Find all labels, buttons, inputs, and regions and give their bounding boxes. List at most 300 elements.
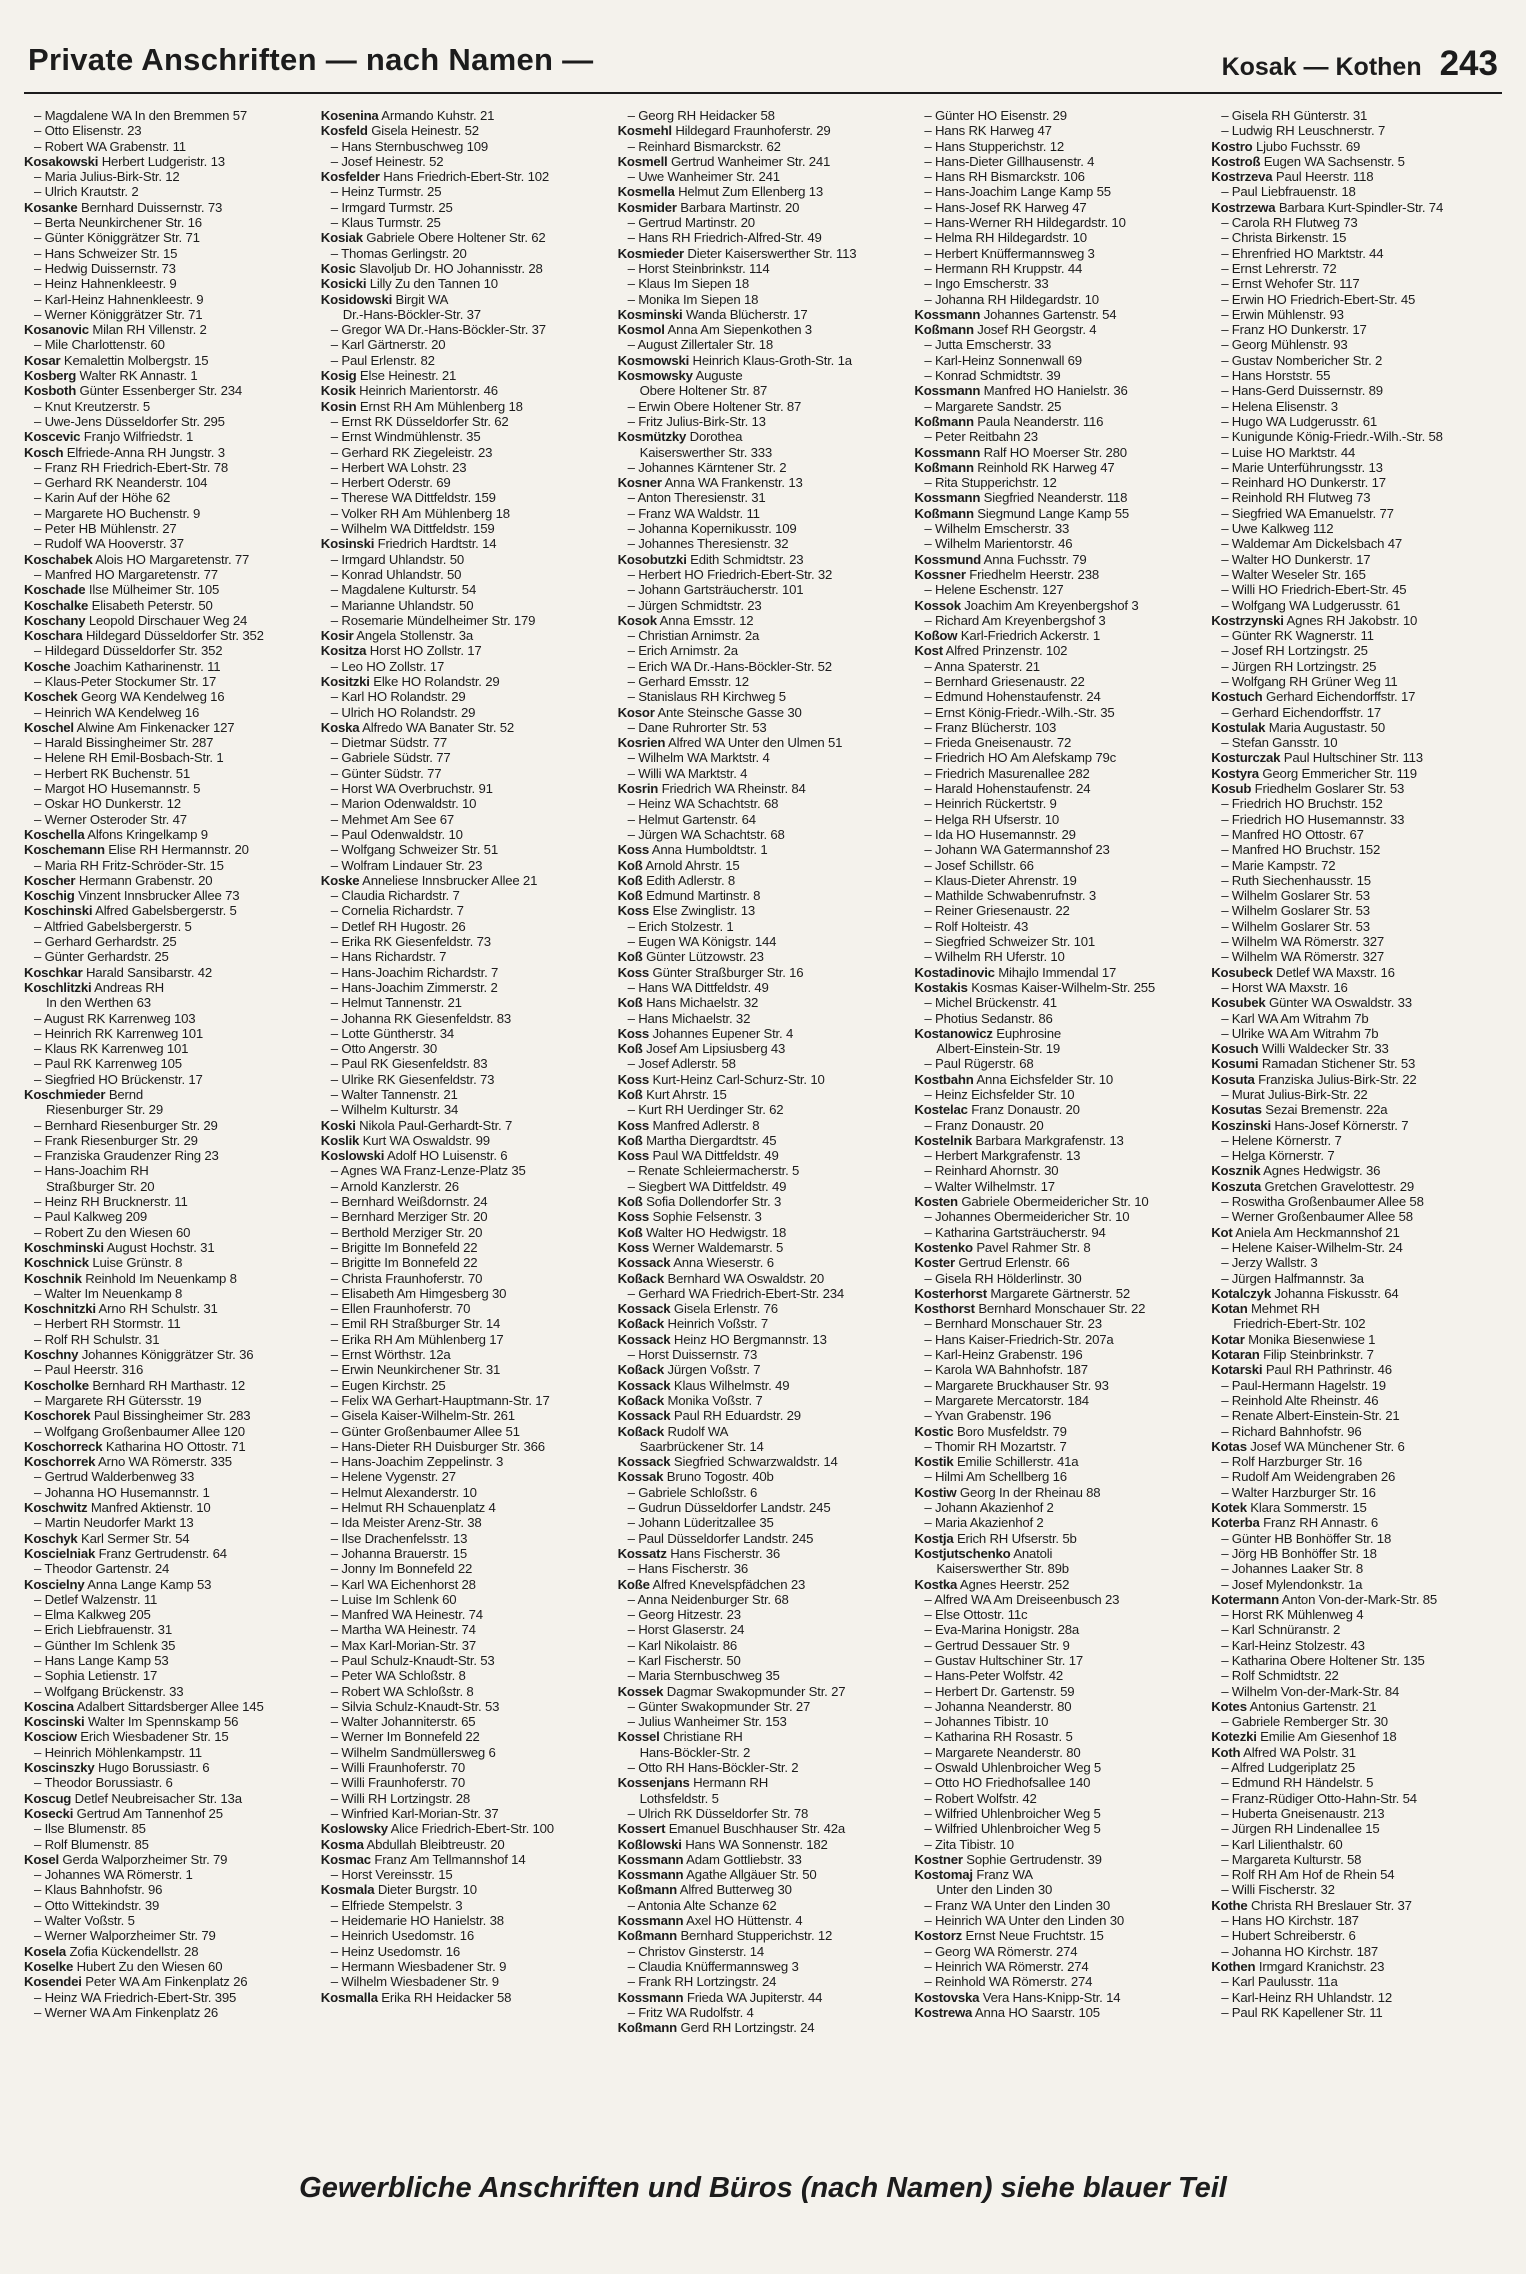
directory-entry: Kossmann Siegfried Neanderstr. 118 — [914, 490, 1128, 506]
directory-entry: – Margarete Neanderstr. 80 — [924, 1744, 1081, 1760]
directory-entry: Koscinski Walter Im Spennskamp 56 — [24, 1714, 239, 1730]
directory-entry: – Johannes Obermeidericher Str. 10 — [924, 1209, 1130, 1225]
directory-entry: – Wolfgang Großenbaumer Allee 120 — [34, 1423, 245, 1439]
directory-entry: Koschorreck Katharina HO Ottostr. 71 — [24, 1438, 246, 1454]
directory-entry: Kosterhorst Margarete Gärtnerstr. 52 — [914, 1285, 1130, 1301]
directory-entry: Kosub Friedhelm Goslarer Str. 53 — [1211, 781, 1405, 797]
directory-entry: – Volker RH Am Mühlenberg 18 — [330, 505, 510, 521]
directory-entry: Kossack Paul RH Eduardstr. 29 — [617, 1408, 801, 1424]
surname: Koschnitzki — [24, 1301, 96, 1317]
directory-entry: – Helmut Gartenstr. 64 — [627, 811, 756, 827]
directory-entry: – Manfred HO Ottostr. 67 — [1221, 826, 1364, 842]
directory-entry: Koschwitz Manfred Aktienstr. 10 — [24, 1500, 211, 1516]
directory-entry: – Klaus Bahnhofstr. 96 — [34, 1882, 163, 1898]
directory-entry: – Ida HO Husemannstr. 29 — [924, 826, 1076, 842]
directory-entry: Koske Anneliese Innsbrucker Allee 21 — [320, 872, 538, 888]
surname: Koß — [617, 857, 643, 873]
directory-entry: – Werner WA Am Finkenplatz 26 — [34, 2004, 219, 2020]
surname: Kosicki — [320, 276, 367, 292]
directory-entry: – Wolfgang Schweizer Str. 51 — [330, 842, 498, 858]
surname: Koterba — [1211, 1515, 1260, 1531]
directory-entry: Kostorz Ernst Neue Fruchtstr. 15 — [914, 1928, 1104, 1944]
directory-entry: – Magdalene Kulturstr. 54 — [330, 582, 477, 598]
directory-entry: – Elisabeth Am Himgesberg 30 — [330, 1285, 507, 1301]
directory-entry: – Gustav Hultschiner Str. 17 — [924, 1652, 1083, 1668]
directory-columns — [24, 108, 1502, 2148]
directory-entry: Kostadinovic Mihajlo Immendal 17 — [914, 964, 1117, 980]
directory-entry: – Richard Bahnhofstr. 96 — [1221, 1423, 1362, 1439]
surname: Koß — [617, 1087, 643, 1102]
surname: Kosten — [914, 1194, 958, 1210]
directory-entry: – Werner Großenbaumer Allee 58 — [1221, 1209, 1413, 1225]
directory-entry: – Franz WA Unter den Linden 30 — [924, 1897, 1110, 1913]
directory-entry: – Reinhold Alte Rheinstr. 46 — [1221, 1392, 1379, 1408]
directory-entry: Kotarski Paul RH Pathrinstr. 46 — [1211, 1362, 1392, 1378]
directory-entry: – Wolfram Lindauer Str. 23 — [330, 857, 483, 873]
directory-entry: – Erich Arnimstr. 2a — [627, 643, 738, 659]
directory-entry: Koschorek Paul Bissingheimer Str. 283 — [24, 1408, 251, 1424]
directory-entry: Koschel Alwine Am Finkenacker 127 — [24, 719, 235, 735]
surname: Kostenko — [914, 1239, 973, 1255]
directory-entry: – Rolf RH Am Hof de Rhein 54 — [1221, 1867, 1395, 1883]
directory-entry: – Paul Schulz-Knaudt-Str. 53 — [330, 1652, 495, 1668]
surname: Kosfelder — [320, 169, 380, 185]
directory-entry: – Helmut RH Schauenplatz 4 — [330, 1500, 496, 1516]
surname: Kosmider — [617, 199, 677, 215]
directory-entry: – Franz-Rüdiger Otto-Hahn-Str. 54 — [1221, 1790, 1417, 1806]
directory-entry: Koss Günter Straßburger Str. 16 — [617, 964, 804, 980]
directory-entry: – Bernhard Merziger Str. 20 — [330, 1209, 488, 1225]
surname: Koslowski — [320, 1148, 385, 1164]
directory-entry: – Katharina Gartsträucherstr. 94 — [924, 1224, 1106, 1240]
directory-entry: Koschny Johannes Königgrätzer Str. 36 — [24, 1347, 254, 1363]
directory-entry: – Siegfried HO Brückenstr. 17 — [34, 1071, 203, 1087]
directory-entry: – Konrad Schmidtstr. 39 — [924, 368, 1061, 384]
surname: Kosor — [617, 704, 655, 720]
directory-entry: – Robert WA Grabenstr. 11 — [34, 138, 186, 154]
directory-entry: – Hubert Schreiberstr. 6 — [1221, 1928, 1356, 1944]
directory-entry: – Thomas Gerlingstr. 20 — [330, 245, 467, 261]
surname: Koscielniak — [24, 1545, 96, 1561]
directory-entry: – Werner Im Bonnefeld 22 — [330, 1729, 480, 1745]
surname: Kossack — [617, 1301, 671, 1317]
directory-entry: Kostakis Kosmas Kaiser-Wilhelm-Str. 255 — [914, 979, 1156, 995]
directory-entry: Koscina Adalbert Sittardsberger Allee 145 — [24, 1698, 264, 1714]
directory-entry: – Hans Lange Kamp 53 — [34, 1652, 169, 1668]
directory-entry: Kostomaj Franz WA — [914, 1867, 1033, 1883]
directory-entry: Koscholke Bernhard RH Marthastr. 12 — [24, 1377, 245, 1393]
surname: Kothe — [1211, 1897, 1248, 1913]
directory-entry: Kostyra Georg Emmericher Str. 119 — [1211, 765, 1417, 781]
directory-entry: – Felix WA Gerhart-Hauptmann-Str. 17 — [330, 1392, 550, 1408]
surname: Kosakowski — [24, 153, 99, 169]
directory-entry: – Rudolf Am Weidengraben 26 — [1221, 1469, 1396, 1485]
directory-entry: – Margarete Bruckhauser Str. 93 — [924, 1377, 1109, 1393]
directory-entry: – Paul Odenwaldstr. 10 — [330, 826, 463, 842]
directory-entry: – Johanna HO Kirchstr. 187 — [1221, 1943, 1378, 1959]
directory-entry: Koszuta Gretchen Gravelottestr. 29 — [1211, 1178, 1415, 1194]
surname: Koß — [617, 888, 643, 904]
surname: Koss — [617, 1239, 650, 1255]
surname: Koschkar — [24, 964, 83, 980]
surname: Kosmell — [617, 153, 668, 169]
directory-entry: – Altfried Gabelsbergerstr. 5 — [34, 918, 192, 934]
surname: Kostadinovic — [914, 964, 995, 980]
directory-entry: Koßmann Reinhold RK Harweg 47 — [914, 459, 1115, 475]
directory-entry: – Helga RH Ufserstr. 10 — [924, 811, 1060, 827]
directory-entry: – Hans Fischerstr. 36 — [627, 1561, 748, 1577]
directory-entry: – Hans HO Kirchstr. 187 — [1221, 1913, 1359, 1929]
column-4 — [914, 108, 1205, 2148]
surname: Kotermann — [1211, 1591, 1279, 1607]
directory-entry: – Paul Erlenstr. 82 — [330, 352, 435, 368]
directory-entry: – Margarete HO Buchenstr. 9 — [34, 505, 201, 521]
directory-entry: Kossmann Axel HO Hüttenstr. 4 — [617, 1913, 803, 1929]
directory-entry: – Robert Wolfstr. 42 — [924, 1790, 1037, 1806]
directory-entry: – Claudia Richardstr. 7 — [330, 888, 460, 904]
directory-entry: Kosmella Helmut Zum Ellenberg 13 — [617, 184, 824, 200]
directory-entry: Koschkar Harald Sansibarstr. 42 — [24, 964, 213, 980]
directory-entry: Lothsfeldstr. 5 — [639, 1790, 719, 1806]
surname: Koss — [617, 1148, 650, 1164]
directory-entry: – Walter Im Neuenkamp 8 — [34, 1285, 183, 1301]
directory-entry: – Johannes WA Römerstr. 1 — [34, 1867, 193, 1883]
directory-entry: Kostbahn Anna Eichsfelder Str. 10 — [914, 1071, 1114, 1087]
directory-entry: – Detlef Walzenstr. 11 — [34, 1591, 158, 1607]
surname: Kosznik — [1211, 1163, 1261, 1179]
surname: Kossek — [617, 1683, 664, 1699]
directory-entry: Kostelnik Barbara Markgrafenstr. 13 — [914, 1132, 1124, 1148]
directory-entry: Kossack Siegfried Schwarzwaldstr. 14 — [617, 1454, 838, 1470]
directory-entry: – Bernhard Weißdornstr. 24 — [330, 1194, 488, 1210]
directory-entry: – Maria Sternbuschweg 35 — [627, 1668, 780, 1684]
surname: Kosik — [320, 383, 356, 399]
directory-entry: – Hildegard Düsseldorfer Str. 352 — [34, 643, 223, 659]
directory-entry: – Hugo WA Ludgerusstr. 61 — [1221, 413, 1377, 429]
surname: Koster — [914, 1255, 955, 1271]
surname: Kosrien — [617, 735, 666, 751]
directory-entry: – Helene Körnerstr. 7 — [1221, 1132, 1342, 1148]
directory-entry: – Hans RH Bismarckstr. 106 — [924, 169, 1085, 185]
directory-entry: – Horst Steinbrinkstr. 114 — [627, 260, 770, 276]
directory-entry: – Manfred HO Bruchstr. 152 — [1221, 842, 1381, 858]
directory-entry: Koß Edmund Martinstr. 8 — [617, 888, 761, 904]
directory-entry: – Martin Neudorfer Markt 13 — [34, 1515, 194, 1531]
directory-entry: Kosmowsky Auguste — [617, 368, 743, 384]
directory-entry: Kost Alfred Prinzenstr. 102 — [914, 643, 1068, 659]
surname: Kossak — [617, 1469, 664, 1485]
directory-entry: Kosumi Ramadan Stichener Str. 53 — [1211, 1056, 1416, 1072]
directory-entry: – Uwe Kalkweg 112 — [1221, 521, 1334, 537]
directory-entry: – Christov Ginsterstr. 14 — [627, 1943, 765, 1959]
surname: Koßack — [617, 1392, 665, 1408]
directory-entry: – Yvan Grabenstr. 196 — [924, 1408, 1052, 1424]
directory-entry: – Gertrud Martinstr. 20 — [627, 215, 755, 231]
directory-entry: – Jürgen WA Schachtstr. 68 — [627, 826, 785, 842]
directory-entry: Kosmieder Dieter Kaiserswerther Str. 113 — [617, 245, 857, 261]
directory-entry: – Heinz Hahnenkleestr. 9 — [34, 276, 177, 292]
directory-entry: – Luise Im Schlenk 60 — [330, 1591, 457, 1607]
surname: Koßlowski — [617, 1836, 682, 1852]
surname: Koß — [617, 1194, 643, 1210]
directory-entry: – Ernst RK Düsseldorfer Str. 62 — [330, 413, 509, 429]
directory-entry: Kosmalla Erika RH Heidacker 58 — [320, 1989, 512, 2005]
directory-entry: – Günter Gerhardstr. 25 — [34, 949, 169, 965]
surname: Kostja — [914, 1530, 954, 1546]
directory-entry: – Otto Angerstr. 30 — [330, 1041, 437, 1057]
directory-entry: – Hans Schweizer Str. 15 — [34, 245, 178, 261]
surname: Koschabek — [24, 551, 93, 567]
directory-entry: – Margareta Kulturstr. 58 — [1221, 1851, 1362, 1867]
directory-entry: – Franz Donaustr. 20 — [924, 1117, 1044, 1133]
directory-entry: Koßack Heinrich Voßstr. 7 — [617, 1316, 768, 1332]
directory-entry: Kosboth Günter Essenberger Str. 234 — [24, 383, 243, 399]
directory-entry: – Else Ottostr. 11c — [924, 1607, 1028, 1623]
directory-entry: – Gregor WA Dr.-Hans-Böckler-Str. 37 — [330, 322, 546, 338]
directory-entry: – Theodor Borussiastr. 6 — [34, 1775, 173, 1791]
directory-entry: Kosfelder Hans Friedrich-Ebert-Str. 102 — [320, 169, 549, 185]
directory-entry: – Ulrich Krautstr. 2 — [34, 184, 139, 200]
directory-entry: Kosecki Gertrud Am Tannenhof 25 — [24, 1805, 223, 1821]
directory-entry: – Max Karl-Morian-Str. 37 — [330, 1637, 477, 1653]
directory-entry: – Jürgen RH Lortzingstr. 25 — [1221, 658, 1377, 674]
directory-entry: Koschany Leopold Dirschauer Weg 24 — [24, 612, 248, 628]
directory-entry: – Hans Stupperichstr. 12 — [924, 138, 1065, 154]
directory-entry: – Friedrich Masurenallee 282 — [924, 765, 1090, 781]
surname: Koßack — [617, 1423, 665, 1439]
surname: Kosub — [1211, 781, 1252, 797]
directory-entry: – Karl Lilienthalstr. 60 — [1221, 1836, 1343, 1852]
surname: Kostka — [914, 1576, 958, 1592]
surname: Koschemann — [24, 842, 105, 858]
surname: Koss — [617, 842, 650, 858]
surname: Kostrzynski — [1211, 612, 1284, 628]
directory-entry: – Gerhard Gerhardstr. 25 — [34, 934, 177, 950]
directory-entry: – Mile Charlottenstr. 60 — [34, 337, 165, 353]
directory-entry: Kostik Emilie Schillerstr. 41a — [914, 1454, 1079, 1470]
directory-entry: Kosfeld Gisela Heinestr. 52 — [320, 123, 479, 139]
surname: Kosmac — [320, 1851, 371, 1867]
directory-entry: Kostro Ljubo Fuchsstr. 69 — [1211, 138, 1361, 154]
directory-entry: Koßmann Josef RH Georgstr. 4 — [914, 322, 1097, 338]
surname: Kothen — [1211, 1958, 1256, 1974]
directory-entry: – Johann Akazienhof 2 — [924, 1500, 1054, 1516]
surname: Kost — [914, 643, 943, 659]
directory-entry: – Wolfgang Brückenstr. 33 — [34, 1683, 184, 1699]
directory-entry: Kosthorst Bernhard Monschauer Str. 22 — [914, 1301, 1146, 1317]
directory-entry: – Karl Paulusstr. 11a — [1221, 1974, 1338, 1990]
directory-entry: Koschemann Elise RH Hermannstr. 20 — [24, 842, 249, 858]
directory-entry: Kossert Emanuel Buschhauser Str. 42a — [617, 1821, 845, 1837]
directory-entry: Obere Holtener Str. 87 — [639, 383, 768, 399]
directory-entry: – Anna Neidenburger Str. 68 — [627, 1591, 789, 1607]
directory-entry: Kossner Friedhelm Heerstr. 238 — [914, 566, 1099, 582]
directory-entry: – Waldemar Am Dickelsbach 47 — [1221, 536, 1402, 552]
surname: Koßmann — [914, 505, 974, 521]
directory-entry: – Paul Liebfrauenstr. 18 — [1221, 184, 1356, 200]
directory-entry: – Günter HO Eisenstr. 29 — [924, 108, 1067, 123]
directory-entry: Kosakowski Herbert Ludgeristr. 13 — [24, 153, 225, 169]
directory-entry: Koße Alfred Knevelspfädchen 23 — [617, 1576, 806, 1592]
surname: Kosutas — [1211, 1102, 1262, 1118]
directory-entry: Koss Kurt-Heinz Carl-Schurz-Str. 10 — [617, 1071, 825, 1087]
directory-entry: Kosmala Dieter Burgstr. 10 — [320, 1882, 477, 1898]
directory-entry: Koschnick Luise Grünstr. 8 — [24, 1255, 183, 1271]
surname: Kostrzeva — [1211, 169, 1273, 185]
surname: Kositzki — [320, 673, 370, 689]
directory-entry: – Herbert Knüffermannsweg 3 — [924, 245, 1095, 261]
directory-entry: Koß Günter Lützowstr. 23 — [617, 949, 764, 965]
directory-entry: – Karl-Heinz Grabenstr. 196 — [924, 1347, 1083, 1363]
directory-entry: – Wilfried Uhlenbroicher Weg 5 — [924, 1821, 1101, 1837]
surname: Kossmund — [914, 551, 981, 567]
directory-entry: Koss Else Zwinglistr. 13 — [617, 903, 755, 919]
directory-entry: – Frieda Gneisenaustr. 72 — [924, 735, 1072, 751]
directory-entry: – Harald Bissingheimer Str. 287 — [34, 735, 214, 751]
directory-entry: – Reinhard Ahornstr. 30 — [924, 1163, 1059, 1179]
directory-entry: Kositzki Elke HO Rolandstr. 29 — [320, 673, 500, 689]
directory-entry: Kosobutzki Edith Schmidtstr. 23 — [617, 551, 804, 567]
directory-entry: – Erika RK Giesenfeldstr. 73 — [330, 934, 491, 950]
surname: Koßmann — [914, 322, 974, 338]
directory-entry: Kosma Abdullah Bleibtreustr. 20 — [320, 1836, 505, 1852]
directory-entry: – Georg RH Heidacker 58 — [627, 108, 775, 123]
directory-entry: – Hans-Joachim Richardstr. 7 — [330, 964, 499, 980]
directory-entry: Kostuch Gerhard Eichendorffstr. 17 — [1211, 689, 1416, 705]
directory-entry: – Johanna RH Hildegardstr. 10 — [924, 291, 1099, 307]
surname: Kosel — [24, 1851, 59, 1867]
directory-entry: – Karl HO Rolandstr. 29 — [330, 689, 466, 705]
directory-entry: Koßmann Siegmund Lange Kamp 55 — [914, 505, 1130, 521]
surname: Koschalke — [24, 597, 89, 613]
surname: Koscinski — [24, 1714, 85, 1730]
directory-entry: – Kurt RH Uerdinger Str. 62 — [627, 1102, 784, 1118]
directory-entry: – Erwin Obere Holtener Str. 87 — [627, 398, 802, 414]
directory-entry: – Manfred HO Margaretenstr. 77 — [34, 566, 218, 582]
directory-entry: – Hedwig Duissernstr. 73 — [34, 260, 176, 276]
directory-entry: – Otto Elisenstr. 23 — [34, 123, 142, 139]
directory-entry: – Hans WA Dittfeldstr. 49 — [627, 979, 769, 995]
directory-entry: – Josef Heinestr. 52 — [330, 153, 444, 169]
surname: Kotar — [1211, 1331, 1245, 1347]
directory-entry: – Lotte Güntherstr. 34 — [330, 1025, 454, 1041]
directory-entry: – Jürgen Halfmannstr. 3a — [1221, 1270, 1364, 1286]
directory-entry: – Franz Blücherstr. 103 — [924, 719, 1057, 735]
directory-entry: – Gabriele Remberger Str. 30 — [1221, 1714, 1388, 1730]
surname: Kossack — [617, 1408, 671, 1424]
directory-entry: – Willi Fraunhoferstr. 70 — [330, 1775, 466, 1791]
surname: Koß — [617, 872, 643, 888]
directory-entry: Kostrzewa Barbara Kurt-Spindler-Str. 74 — [1211, 199, 1444, 215]
directory-entry: – Gisela RH Günterstr. 31 — [1221, 108, 1368, 123]
directory-entry: – Paul RK Karrenweg 105 — [34, 1056, 182, 1072]
directory-entry: – Jörg HB Bonhöffer Str. 18 — [1221, 1545, 1377, 1561]
directory-entry: Kosela Zofia Kückendellstr. 28 — [24, 1943, 199, 1959]
directory-entry: – Zita Tibistr. 10 — [924, 1836, 1014, 1852]
directory-entry: – Helene Kaiser-Wilhelm-Str. 24 — [1221, 1239, 1403, 1255]
directory-entry: Kossack Klaus Wilhelmstr. 49 — [617, 1377, 790, 1393]
directory-entry: Koß Hans Michaelstr. 32 — [617, 995, 759, 1011]
surname: Kosch — [24, 444, 64, 460]
header-right — [1222, 44, 1498, 84]
directory-entry: – Wilhelm WA Römerstr. 327 — [1221, 949, 1385, 965]
directory-entry: – Heinrich RK Karrenweg 101 — [34, 1025, 204, 1041]
directory-entry: Koslowski Adolf HO Luisenstr. 6 — [320, 1148, 508, 1164]
section-title: Private Anschriften — nach Namen — — [28, 42, 594, 77]
directory-entry: – Johannes Theresienstr. 32 — [627, 536, 789, 552]
surname: Koszinski — [1211, 1117, 1271, 1133]
directory-entry: Kostroß Eugen WA Sachsenstr. 5 — [1211, 153, 1405, 169]
surname: Kossel — [617, 1729, 660, 1745]
directory-entry: – Erich Stolzestr. 1 — [627, 918, 734, 934]
directory-entry: Koschade Ilse Mülheimer Str. 105 — [24, 582, 220, 598]
directory-entry: Kossak Bruno Togostr. 40b — [617, 1469, 774, 1485]
directory-entry: Koßack Monika Voßstr. 7 — [617, 1392, 763, 1408]
directory-entry: – Herbert Dr. Gartenstr. 59 — [924, 1683, 1075, 1699]
directory-entry: – Heinz WA Friedrich-Ebert-Str. 395 — [34, 1989, 237, 2005]
directory-entry: – Karin Auf der Höhe 62 — [34, 490, 171, 506]
directory-entry: – Margarete Mercatorstr. 184 — [924, 1392, 1089, 1408]
directory-entry: – Horst WA Overbruchstr. 91 — [330, 781, 493, 797]
directory-entry: – Hans Horststr. 55 — [1221, 368, 1331, 384]
surname: Kosobutzki — [617, 551, 687, 567]
directory-entry: – Hans-Joachim Zimmerstr. 2 — [330, 979, 498, 995]
directory-entry: – Bernhard Monschauer Str. 23 — [924, 1316, 1102, 1332]
surname: Kosner — [617, 475, 662, 491]
directory-entry: – Wolfgang WA Ludgerusstr. 61 — [1221, 597, 1401, 613]
directory-entry: – Paul Kalkweg 209 — [34, 1209, 147, 1225]
directory-entry: – Uwe Wanheimer Str. 241 — [627, 169, 780, 185]
directory-entry: – Christa Fraunhoferstr. 70 — [330, 1270, 483, 1286]
surname: Kotas — [1211, 1438, 1247, 1454]
directory-entry: Kostner Sophie Gertrudenstr. 39 — [914, 1851, 1102, 1867]
directory-entry: – Stanislaus RH Kirchweg 5 — [627, 689, 786, 705]
surname: Koschny — [24, 1347, 79, 1363]
directory-entry: – Gerhard WA Friedrich-Ebert-Str. 234 — [627, 1285, 844, 1301]
directory-entry: Koschlitzki Andreas RH — [24, 979, 164, 995]
directory-entry: – Erwin Neunkirchener Str. 31 — [330, 1362, 501, 1378]
directory-entry: – Georg Mühlenstr. 93 — [1221, 337, 1348, 353]
directory-entry: – Alfred Ludgeriplatz 25 — [1221, 1760, 1355, 1776]
directory-entry: – Mathilde Schwabenrufnstr. 3 — [924, 888, 1096, 904]
directory-entry: – Paul Heerstr. 316 — [34, 1362, 144, 1378]
directory-entry: – Günter Königgrätzer Str. 71 — [34, 230, 200, 246]
directory-entry: Kosmowski Heinrich Klaus-Groth-Str. 1a — [617, 352, 852, 368]
directory-entry: Kossmann Manfred HO Hanielstr. 36 — [914, 383, 1128, 399]
surname: Koschella — [24, 826, 85, 842]
directory-entry: Koschara Hildegard Düsseldorfer Str. 352 — [24, 628, 264, 644]
surname: Kossmann — [914, 444, 981, 460]
directory-entry: – Bernhard Griesenaustr. 22 — [924, 673, 1085, 689]
directory-entry: – Karl Fischerstr. 50 — [627, 1652, 741, 1668]
surname: Koselke — [24, 1958, 74, 1974]
directory-entry: – Mehmet Am See 67 — [330, 811, 455, 827]
directory-entry: – Roswitha Großenbaumer Allee 58 — [1221, 1194, 1424, 1210]
surname: Koßmann — [617, 1928, 677, 1944]
surname: Kotezki — [1211, 1729, 1257, 1745]
directory-entry: Koßmann Paula Neanderstr. 116 — [914, 413, 1104, 429]
surname: Kosar — [24, 352, 61, 368]
directory-entry: – Günther Im Schlenk 35 — [34, 1637, 176, 1653]
directory-entry: Kossatz Hans Fischerstr. 36 — [617, 1545, 781, 1561]
surname: Kosiak — [320, 230, 363, 246]
directory-entry: – Herbert WA Lohstr. 23 — [330, 459, 467, 475]
directory-entry: – Reiner Griesenaustr. 22 — [924, 903, 1070, 919]
directory-entry: – Hans RK Harweg 47 — [924, 123, 1052, 139]
directory-entry: – Anton Theresienstr. 31 — [627, 490, 766, 506]
directory-entry: – Paul-Hermann Hagelstr. 19 — [1221, 1377, 1386, 1393]
surname: Kosfeld — [320, 123, 368, 139]
